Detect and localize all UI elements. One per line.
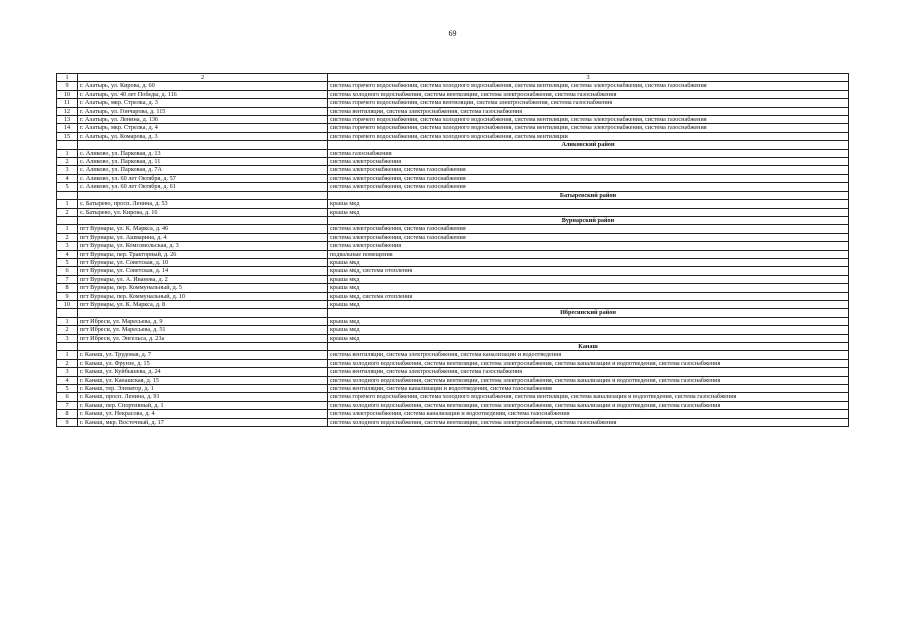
table-row bbox=[57, 317, 849, 325]
systems-cell: система газоснабжения bbox=[328, 149, 849, 157]
systems-cell: система холодного водоснабжения, система вентиляции, система электроснабжения, система газоснабжения bbox=[328, 418, 849, 426]
section-header-row bbox=[57, 216, 849, 224]
address-cell: г. Канаш, просп. Ленина, д. 91 bbox=[78, 393, 328, 401]
address-cell: пгт Ибреси, ул. Маресьева, д. 9 bbox=[78, 317, 328, 325]
table-row bbox=[57, 368, 849, 376]
systems-cell: крыша мкд bbox=[328, 326, 849, 334]
table-row bbox=[57, 326, 849, 334]
table-row bbox=[57, 292, 849, 300]
empty-cell bbox=[57, 216, 78, 224]
row-number: 3 bbox=[57, 166, 78, 174]
row-number: 9 bbox=[57, 82, 78, 90]
systems-cell: система горячего водоснабжения, система холодного водоснабжения, система вентиляции bbox=[328, 132, 849, 140]
address-cell: пгт Вурнары, ул. К. Маркса, д. 8 bbox=[78, 300, 328, 308]
address-cell: г. Канаш, ул. Некрасова, д. 4 bbox=[78, 410, 328, 418]
address-cell: с. Батырево, ул. Кирова, д. 16 bbox=[78, 208, 328, 216]
systems-cell: крыша мкд bbox=[328, 284, 849, 292]
header-col-3: 3 bbox=[328, 74, 849, 82]
table-row bbox=[57, 242, 849, 250]
row-number: 9 bbox=[57, 418, 78, 426]
header-col-2: 2 bbox=[78, 74, 328, 82]
row-number: 4 bbox=[57, 174, 78, 182]
row-number: 12 bbox=[57, 107, 78, 115]
systems-cell: система вентиляции, система электроснабжения, система канализации и водоотведения bbox=[328, 351, 849, 359]
empty-cell bbox=[57, 309, 78, 317]
row-number: 8 bbox=[57, 410, 78, 418]
address-cell: г. Канаш, ул. Трудовая, д. 7 bbox=[78, 351, 328, 359]
systems-cell: крыша мкд bbox=[328, 208, 849, 216]
row-number: 6 bbox=[57, 267, 78, 275]
row-number: 1 bbox=[57, 200, 78, 208]
row-number: 1 bbox=[57, 351, 78, 359]
table-row bbox=[57, 174, 849, 182]
empty-cell bbox=[78, 343, 328, 351]
table-row bbox=[57, 82, 849, 90]
row-number: 5 bbox=[57, 183, 78, 191]
row-number: 13 bbox=[57, 116, 78, 124]
table-row bbox=[57, 233, 849, 241]
systems-cell: система вентиляции, система электроснабжения, система газоснабжения bbox=[328, 107, 849, 115]
table-row bbox=[57, 208, 849, 216]
systems-cell: система горячего водоснабжения, система холодного водоснабжения, система вентиляции, система канализации и водоотведения, система газоснабжения bbox=[328, 393, 849, 401]
systems-cell: система электроснабжения, система газоснабжения bbox=[328, 166, 849, 174]
row-number: 7 bbox=[57, 275, 78, 283]
table-row bbox=[57, 359, 849, 367]
systems-cell: крыша мкд, система отопления bbox=[328, 267, 849, 275]
address-cell: с. Аликово, ул. 60 лет Октября, д. 57 bbox=[78, 174, 328, 182]
table-row bbox=[57, 90, 849, 98]
table-row bbox=[57, 300, 849, 308]
address-cell: г. Алатырь, ул. Комарова, д. 3 bbox=[78, 132, 328, 140]
address-cell: г. Алатырь, ул. Кирова, д. 60 bbox=[78, 82, 328, 90]
table-row bbox=[57, 334, 849, 342]
row-number: 4 bbox=[57, 376, 78, 384]
page-number: 69 bbox=[448, 29, 457, 38]
empty-cell bbox=[57, 191, 78, 199]
systems-cell: система холодного водоснабжения, система вентиляции, система электроснабжения, система канализации и водоотведения, система газоснабжения bbox=[328, 376, 849, 384]
systems-cell: система электроснабжения bbox=[328, 242, 849, 250]
section-header-row bbox=[57, 309, 849, 317]
row-number: 3 bbox=[57, 368, 78, 376]
row-number: 3 bbox=[57, 334, 78, 342]
address-cell: с. Аликово, ул. Парковая, д. 7А bbox=[78, 166, 328, 174]
table-row bbox=[57, 267, 849, 275]
address-cell: с. Аликово, ул. Парковая, д. 11 bbox=[78, 158, 328, 166]
table-row bbox=[57, 376, 849, 384]
address-cell: пгт Вурнары, ул. А. Иванова, д. 2 bbox=[78, 275, 328, 283]
table-row bbox=[57, 275, 849, 283]
table-header-row bbox=[57, 74, 849, 82]
address-cell: пгт Вурнары, ул. Советская, д. 10 bbox=[78, 258, 328, 266]
address-cell: г. Алатырь, ул. Ленина, д. 136 bbox=[78, 116, 328, 124]
table-row bbox=[57, 124, 849, 132]
systems-cell: система горячего водоснабжения, система холодного водоснабжения, система вентиляции, система электроснабжения, система газоснабжения bbox=[328, 124, 849, 132]
row-number: 1 bbox=[57, 225, 78, 233]
systems-cell: система горячего водоснабжения, система вентиляции, система электроснабжения, система газоснабжения bbox=[328, 99, 849, 107]
row-number: 6 bbox=[57, 393, 78, 401]
systems-cell: система горячего водоснабжения, система холодного водоснабжения, система вентиляции, система электроснабжения, система газоснабжения bbox=[328, 116, 849, 124]
row-number: 1 bbox=[57, 317, 78, 325]
section-header-row bbox=[57, 343, 849, 351]
address-cell: с. Батырево, просп. Ленина, д. 53 bbox=[78, 200, 328, 208]
address-cell: пгт Вурнары, ул. К. Маркса, д. 46 bbox=[78, 225, 328, 233]
empty-cell bbox=[78, 191, 328, 199]
row-number: 1 bbox=[57, 149, 78, 157]
table-row bbox=[57, 351, 849, 359]
address-cell: пгт Вурнары, ул. Комсомольская, д. 3 bbox=[78, 242, 328, 250]
systems-cell: крыша мкд bbox=[328, 275, 849, 283]
systems-cell: крыша мкд bbox=[328, 200, 849, 208]
section-header-row bbox=[57, 141, 849, 149]
address-cell: г. Канаш, мкр. Восточный, д. 17 bbox=[78, 418, 328, 426]
row-number: 11 bbox=[57, 99, 78, 107]
table-row bbox=[57, 158, 849, 166]
address-cell: г. Алатырь, ул. 40 лет Победы, д. 116 bbox=[78, 90, 328, 98]
table-row bbox=[57, 107, 849, 115]
row-number: 2 bbox=[57, 158, 78, 166]
section-header-row bbox=[57, 191, 849, 199]
address-cell: г. Алатырь, ул. Гончарова, д. 115 bbox=[78, 107, 328, 115]
empty-cell bbox=[78, 216, 328, 224]
systems-cell: система электроснабжения bbox=[328, 158, 849, 166]
address-cell: г. Канаш, ул. Канашская, д. 15 bbox=[78, 376, 328, 384]
address-cell: г. Канаш, пер. Спортивный, д. 1 bbox=[78, 401, 328, 409]
row-number: 9 bbox=[57, 292, 78, 300]
systems-cell: система холодного водоснабжения, система вентиляции, система электроснабжения, система газоснабжения bbox=[328, 90, 849, 98]
row-number: 14 bbox=[57, 124, 78, 132]
table-row bbox=[57, 258, 849, 266]
table-row bbox=[57, 410, 849, 418]
header-col-1: 1 bbox=[57, 74, 78, 82]
table-row bbox=[57, 385, 849, 393]
systems-cell: система холодного водоснабжения, система вентиляции, система электроснабжения, система канализации и водоотведения, система газоснабжения bbox=[328, 359, 849, 367]
row-number: 15 bbox=[57, 132, 78, 140]
address-cell: пгт Вурнары, пер. Коммунальный, д. 5 bbox=[78, 284, 328, 292]
systems-cell: подвальные помещения bbox=[328, 250, 849, 258]
empty-cell bbox=[78, 309, 328, 317]
row-number: 8 bbox=[57, 284, 78, 292]
row-number: 3 bbox=[57, 242, 78, 250]
table-row bbox=[57, 225, 849, 233]
address-cell: пгт Вурнары, пер. Тракторный, д. 26 bbox=[78, 250, 328, 258]
section-title: Ибресинский район bbox=[328, 309, 849, 317]
row-number: 5 bbox=[57, 258, 78, 266]
section-title: Аликовский район bbox=[328, 141, 849, 149]
row-number: 5 bbox=[57, 385, 78, 393]
address-cell: пгт Вурнары, пер. Коммунальный, д. 10 bbox=[78, 292, 328, 300]
address-cell: г. Канаш, тер. Элеватор, д. 1 bbox=[78, 385, 328, 393]
address-cell: пгт Ибреси, ул. Энгельса, д. 23а bbox=[78, 334, 328, 342]
empty-cell bbox=[57, 343, 78, 351]
systems-cell: система электроснабжения, система канализации и водоотведения, система газоснабжения bbox=[328, 410, 849, 418]
systems-cell: крыша мкд bbox=[328, 334, 849, 342]
table-row bbox=[57, 418, 849, 426]
table-row bbox=[57, 132, 849, 140]
address-cell: г. Алатырь, мкр. Стрелка, д. 4 bbox=[78, 124, 328, 132]
address-cell: пгт Вурнары, ул. Ашмарина, д. 4 bbox=[78, 233, 328, 241]
address-cell: пгт Ибреси, ул. Маресьева, д. 51 bbox=[78, 326, 328, 334]
table-row bbox=[57, 99, 849, 107]
table-row bbox=[57, 183, 849, 191]
address-cell: с. Аликово, ул. Парковая, д. 13 bbox=[78, 149, 328, 157]
systems-cell: система электроснабжения, система газоснабжения bbox=[328, 225, 849, 233]
systems-cell: система вентиляции, система электроснабжения, система газоснабжения bbox=[328, 368, 849, 376]
table-row bbox=[57, 250, 849, 258]
row-number: 10 bbox=[57, 90, 78, 98]
systems-cell: крыша мкд bbox=[328, 300, 849, 308]
systems-cell: система электроснабжения, система газоснабжения bbox=[328, 183, 849, 191]
row-number: 10 bbox=[57, 300, 78, 308]
table-row bbox=[57, 149, 849, 157]
systems-cell: крыша мкд, система отопления bbox=[328, 292, 849, 300]
systems-cell: система холодного водоснабжения, система вентиляции, система электроснабжения, система канализации и водоотведения, система газоснабжения bbox=[328, 401, 849, 409]
table-row bbox=[57, 393, 849, 401]
section-title: Канаш bbox=[328, 343, 849, 351]
row-number: 2 bbox=[57, 326, 78, 334]
section-title: Батыревский район bbox=[328, 191, 849, 199]
table-row bbox=[57, 166, 849, 174]
systems-cell: крыша мкд bbox=[328, 317, 849, 325]
address-cell: г. Канаш, ул. Фрунзе, д. 15 bbox=[78, 359, 328, 367]
table-row bbox=[57, 401, 849, 409]
systems-cell: система вентиляции, система канализации и водоотведения, система газоснабжения bbox=[328, 385, 849, 393]
address-systems-table bbox=[56, 73, 849, 427]
address-cell: г. Алатырь, мкр. Стрелка, д. 3 bbox=[78, 99, 328, 107]
row-number: 4 bbox=[57, 250, 78, 258]
systems-cell: крыша мкд bbox=[328, 258, 849, 266]
address-cell: пгт Вурнары, ул. Советская, д. 14 bbox=[78, 267, 328, 275]
table-row bbox=[57, 284, 849, 292]
address-cell: с. Аликово, ул. 60 лет Октября, д. 61 bbox=[78, 183, 328, 191]
systems-cell: система горячего водоснабжения, система холодного водоснабжения, система вентиляции, система электроснабжения, система газоснабжения bbox=[328, 82, 849, 90]
row-number: 7 bbox=[57, 401, 78, 409]
row-number: 2 bbox=[57, 208, 78, 216]
section-title: Вурнарский район bbox=[328, 216, 849, 224]
address-cell: г. Канаш, ул. Куйбышева, д. 24 bbox=[78, 368, 328, 376]
systems-cell: система электроснабжения, система газоснабжения bbox=[328, 174, 849, 182]
table-row bbox=[57, 116, 849, 124]
systems-cell: система электроснабжения, система газоснабжения bbox=[328, 233, 849, 241]
row-number: 2 bbox=[57, 233, 78, 241]
row-number: 2 bbox=[57, 359, 78, 367]
table-row bbox=[57, 200, 849, 208]
empty-cell bbox=[57, 141, 78, 149]
empty-cell bbox=[78, 141, 328, 149]
